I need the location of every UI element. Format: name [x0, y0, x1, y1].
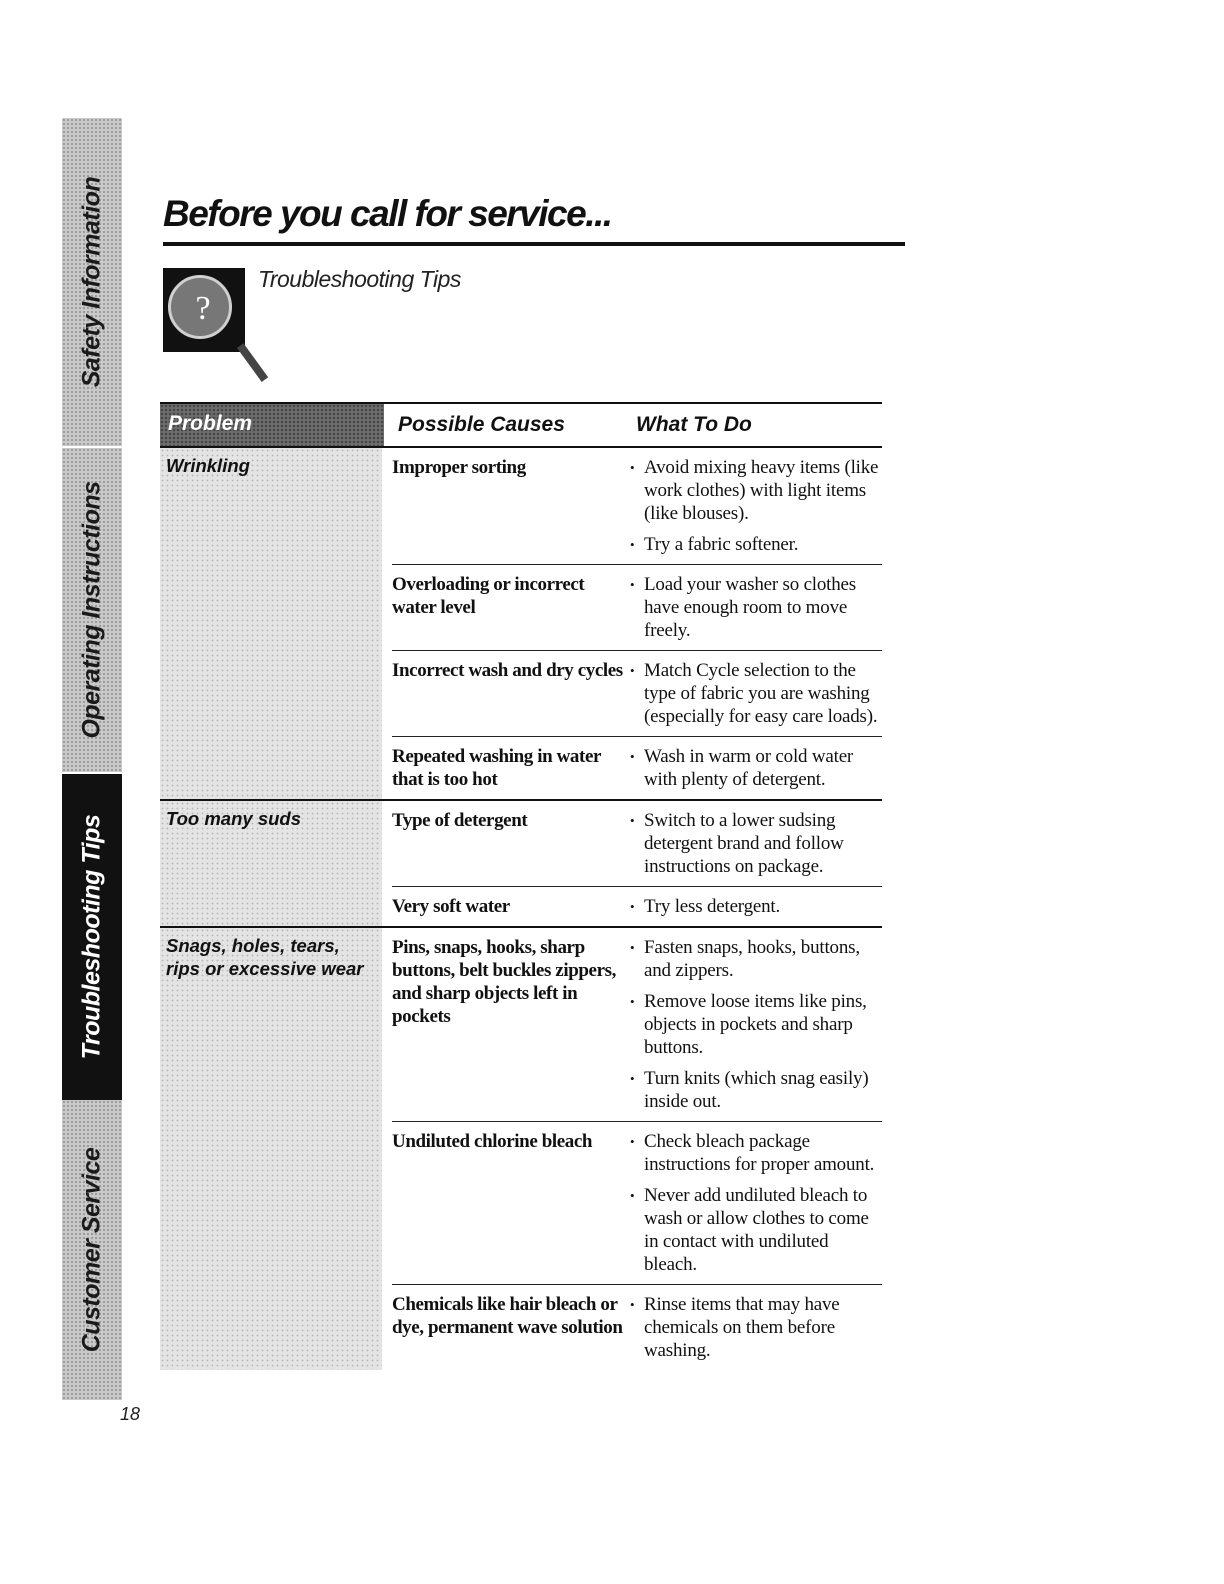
what-to-do-item	[630, 1293, 882, 1362]
what-to-do-text: Try a fabric softener.	[644, 534, 799, 555]
bullet-icon: •	[630, 577, 635, 592]
magnifier-handle	[237, 343, 268, 382]
possible-cause: Chemicals like hair bleach or dye, permanent wave solution	[392, 1294, 623, 1338]
table-row	[392, 1121, 882, 1284]
table-row	[392, 650, 882, 736]
section-subtitle: Troubleshooting Tips	[258, 266, 461, 292]
what-to-do-text: Fasten snaps, hooks, buttons, and zippers.	[644, 937, 860, 981]
problem-cell	[160, 801, 382, 926]
possible-cause: Overloading or incorrect water level	[392, 574, 585, 618]
what-to-do-list	[630, 573, 882, 642]
cause-rows	[392, 448, 882, 799]
possible-cause: Repeated washing in water that is too hot	[392, 746, 601, 790]
what-to-do-item	[630, 573, 882, 642]
what-to-do-text: Remove loose items like pins, objects in pockets and sharp buttons.	[644, 991, 867, 1058]
cause-rows	[392, 801, 882, 926]
side-tab-safety-information[interactable]	[62, 118, 122, 446]
table-row	[392, 928, 882, 1121]
possible-cause: Undiluted chlorine bleach	[392, 1131, 593, 1152]
page-number: 18	[120, 1404, 141, 1424]
problem-group	[160, 928, 882, 1370]
what-to-do-list	[630, 456, 882, 556]
problem-name: Snags, holes, tears, rips or excessive wear	[166, 935, 364, 979]
magnifier-lens	[168, 275, 232, 339]
side-tab-troubleshooting-tips[interactable]	[62, 774, 122, 1100]
column-header-what-to-do: What To Do	[636, 413, 752, 436]
what-to-do-text: Try less detergent.	[644, 896, 781, 917]
troubleshooting-table	[160, 402, 882, 1370]
problem-group	[160, 801, 882, 928]
cause-rows	[392, 928, 882, 1370]
side-tab-label: Operating Instructions	[77, 481, 106, 739]
bullet-icon: •	[630, 899, 635, 914]
side-tab-label: Customer Service	[77, 1147, 106, 1353]
bullet-icon: •	[630, 1134, 635, 1149]
problem-cell	[160, 448, 382, 799]
what-to-do-list	[630, 659, 882, 728]
possible-cause: Incorrect wash and dry cycles	[392, 660, 623, 681]
bullet-icon: •	[630, 1188, 635, 1203]
what-to-do-text: Check bleach package instructions for proper amount.	[644, 1131, 875, 1175]
column-header-possible-causes: Possible Causes	[398, 413, 565, 436]
page-title: Before you call for service...	[163, 193, 612, 234]
table-row	[392, 448, 882, 564]
bullet-icon: •	[630, 1071, 635, 1086]
what-to-do-text: Turn knits (which snag easily) inside out.	[644, 1068, 869, 1112]
what-to-do-text: Never add undiluted bleach to wash or allow clothes to come in contact with undiluted bleach.	[644, 1185, 869, 1275]
what-to-do-text: Avoid mixing heavy items (like work clothes) with light items (like blouses).	[644, 457, 879, 524]
bullet-icon: •	[630, 940, 635, 955]
table-row	[392, 564, 882, 650]
what-to-do-item	[630, 1130, 882, 1176]
title-rule	[163, 242, 905, 246]
column-header-problem-label: Problem	[168, 412, 253, 435]
what-to-do-item	[630, 456, 882, 525]
table-row	[392, 736, 882, 799]
table-body	[160, 448, 882, 1370]
possible-cause: Improper sorting	[392, 457, 526, 478]
bullet-icon: •	[630, 1297, 635, 1312]
problem-name: Wrinkling	[166, 455, 250, 476]
table-row	[392, 1284, 882, 1370]
bullet-icon: •	[630, 460, 635, 475]
problem-cell	[160, 928, 382, 1370]
what-to-do-text: Match Cycle selection to the type of fabric you are washing (especially for easy care loads).	[644, 660, 878, 727]
side-tab-operating-instructions[interactable]	[62, 448, 122, 772]
what-to-do-list	[630, 745, 882, 791]
bullet-icon: •	[630, 813, 635, 828]
possible-cause: Pins, snaps, hooks, sharp buttons, belt buckles zippers, and sharp objects left in pockets	[392, 937, 616, 1027]
question-mark-icon: ?	[195, 290, 211, 327]
magnifier-question-icon	[163, 268, 245, 352]
what-to-do-text: Rinse items that may have chemicals on them before washing.	[644, 1294, 840, 1361]
what-to-do-list	[630, 895, 882, 918]
bullet-icon: •	[630, 663, 635, 678]
what-to-do-item	[630, 745, 882, 791]
what-to-do-text: Load your washer so clothes have enough room to move freely.	[644, 574, 856, 641]
possible-cause: Very soft water	[392, 896, 510, 917]
what-to-do-item	[630, 533, 882, 556]
what-to-do-list	[630, 1130, 882, 1276]
what-to-do-item	[630, 1184, 882, 1276]
problem-name: Too many suds	[166, 808, 302, 829]
bullet-icon: •	[630, 994, 635, 1009]
table-row	[392, 886, 882, 926]
what-to-do-text: Wash in warm or cold water with plenty of detergent.	[644, 746, 854, 790]
what-to-do-item	[630, 809, 882, 878]
side-tab-label: Safety Information	[77, 176, 106, 388]
what-to-do-item	[630, 1067, 882, 1113]
side-tab-label: Troubleshooting Tips	[77, 814, 106, 1060]
what-to-do-list	[630, 809, 882, 878]
what-to-do-item	[630, 990, 882, 1059]
table-header	[160, 402, 882, 448]
side-tabs	[62, 118, 122, 1400]
side-tab-customer-service[interactable]	[62, 1100, 122, 1400]
table-row	[392, 801, 882, 886]
what-to-do-text: Switch to a lower sudsing detergent brand and follow instructions on package.	[644, 810, 844, 877]
what-to-do-list	[630, 1293, 882, 1362]
possible-cause: Type of detergent	[392, 810, 528, 831]
what-to-do-list	[630, 936, 882, 1113]
bullet-icon: •	[630, 749, 635, 764]
what-to-do-item	[630, 936, 882, 982]
problem-group	[160, 448, 882, 801]
column-header-problem	[160, 404, 384, 446]
bullet-icon: •	[630, 537, 635, 552]
what-to-do-item	[630, 659, 882, 728]
what-to-do-item	[630, 895, 882, 918]
